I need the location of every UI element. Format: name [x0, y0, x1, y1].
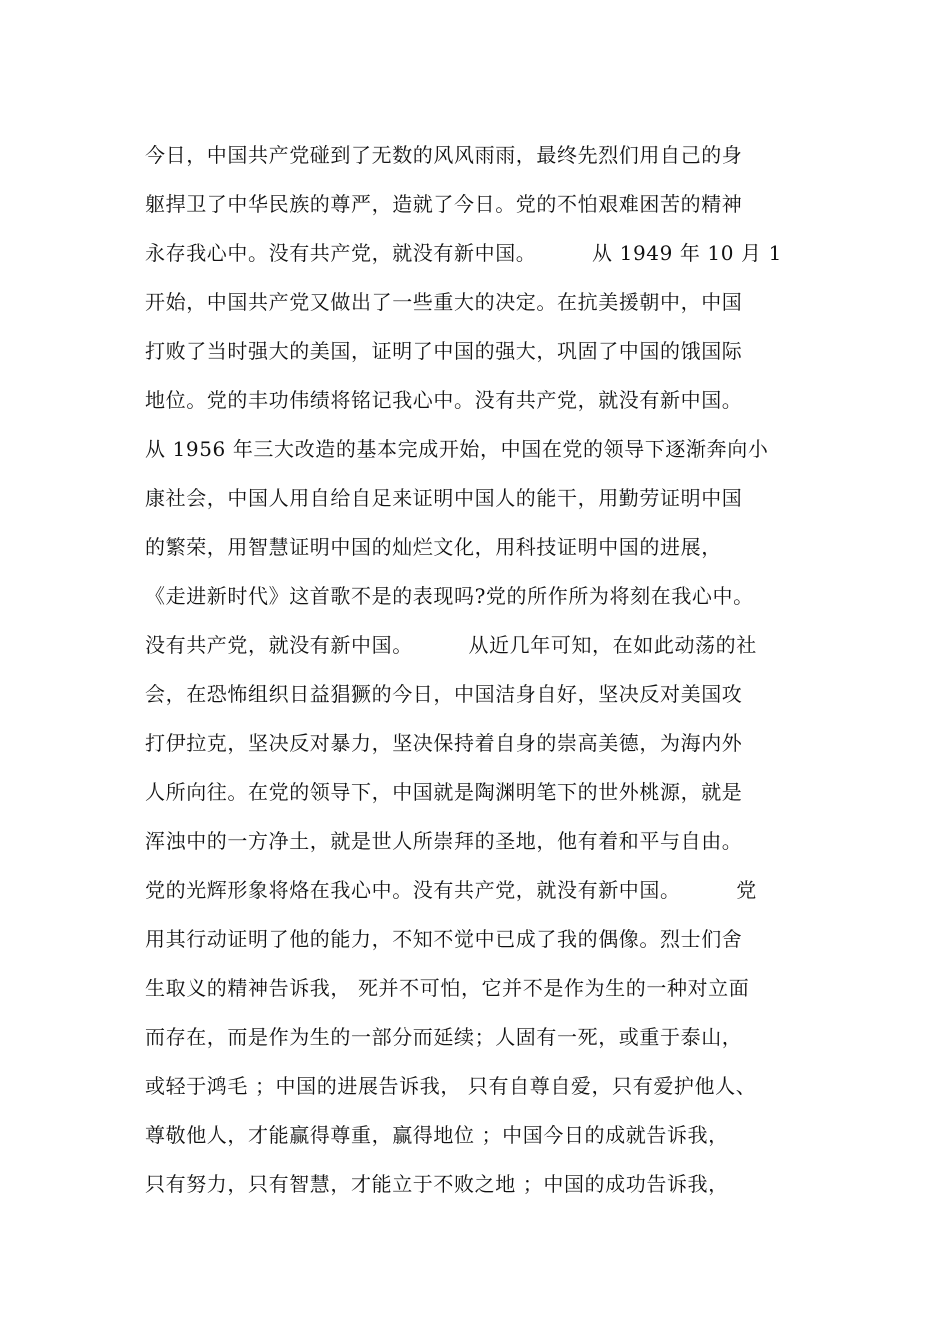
- text-line-14: 人所向往。在党的领导下，中国就是陶渊明笔下的世外桃源，就是: [145, 780, 743, 804]
- text-line-1: 今日，中国共产党碰到了无数的风风雨雨，最终先烈们用自己的身: [145, 143, 743, 167]
- text-line-13: 打伊拉克，坚决反对暴力，坚决保持着自身的崇高美德，为海内外: [145, 731, 743, 755]
- text-line-8: 康社会，中国人用自给自足来证明中国人的能干，用勤劳证明中国: [145, 486, 743, 510]
- text-line-2: 躯捍卫了中华民族的尊严，造就了今日。党的不怕艰难困苦的精神: [145, 192, 743, 216]
- text-line-16: 党的光辉形象将烙在我心中。没有共产党，就没有新中国。 党: [145, 878, 757, 902]
- text-line-21: 尊敬他人，才能赢得尊重，赢得地位 ；中国今日的成就告诉我，: [145, 1123, 729, 1147]
- text-line-5: 打败了当时强大的美国，证明了中国的强大，巩固了中国的饿国际: [145, 339, 743, 363]
- text-line-7: 从 1956 年三大改造的基本完成开始，中国在党的领导下逐渐奔向小: [145, 437, 769, 461]
- text-line-22: 只有努力，只有智慧，才能立于不败之地 ；中国的成功告诉我，: [145, 1172, 729, 1196]
- text-line-20: 或轻于鸿毛 ；中国的进展告诉我， 只有自尊自爱，只有爱护他人、: [145, 1074, 757, 1098]
- text-line-17: 用其行动证明了他的能力，不知不觉中已成了我的偶像。烈士们舍: [145, 927, 743, 951]
- text-line-15: 浑浊中的一方净土，就是世人所崇拜的圣地，他有着和平与自由。: [145, 829, 743, 853]
- text-line-12: 会，在恐怖组织日益猖獗的今日，中国洁身自好，坚决反对美国攻: [145, 682, 743, 706]
- text-line-18: 生取义的精神告诉我， 死并不可怕，它并不是作为生的一种对立面: [145, 976, 750, 1000]
- text-line-19: 而存在，而是作为生的一部分而延续；人固有一死，或重于泰山，: [145, 1025, 743, 1049]
- body-text: [145, 131, 825, 1209]
- text-line-3: 永存我心中。没有共产党，就没有新中国。 从 1949 年 10 月 1: [145, 241, 782, 265]
- text-line-9: 的繁荣，用智慧证明中国的灿烂文化，用科技证明中国的进展，: [145, 535, 722, 559]
- text-line-11: 没有共产党，就没有新中国。 从近几年可知，在如此动荡的社: [145, 633, 757, 657]
- text-line-4: 开始，中国共产党又做出了一些重大的决定。在抗美援朝中，中国: [145, 290, 743, 314]
- text-line-10: 《走进新时代》这首歌不是的表现吗?党的所作所为将刻在我心中。: [145, 584, 754, 608]
- text-line-6: 地位。党的丰功伟绩将铭记我心中。没有共产党，就没有新中国。: [145, 388, 743, 412]
